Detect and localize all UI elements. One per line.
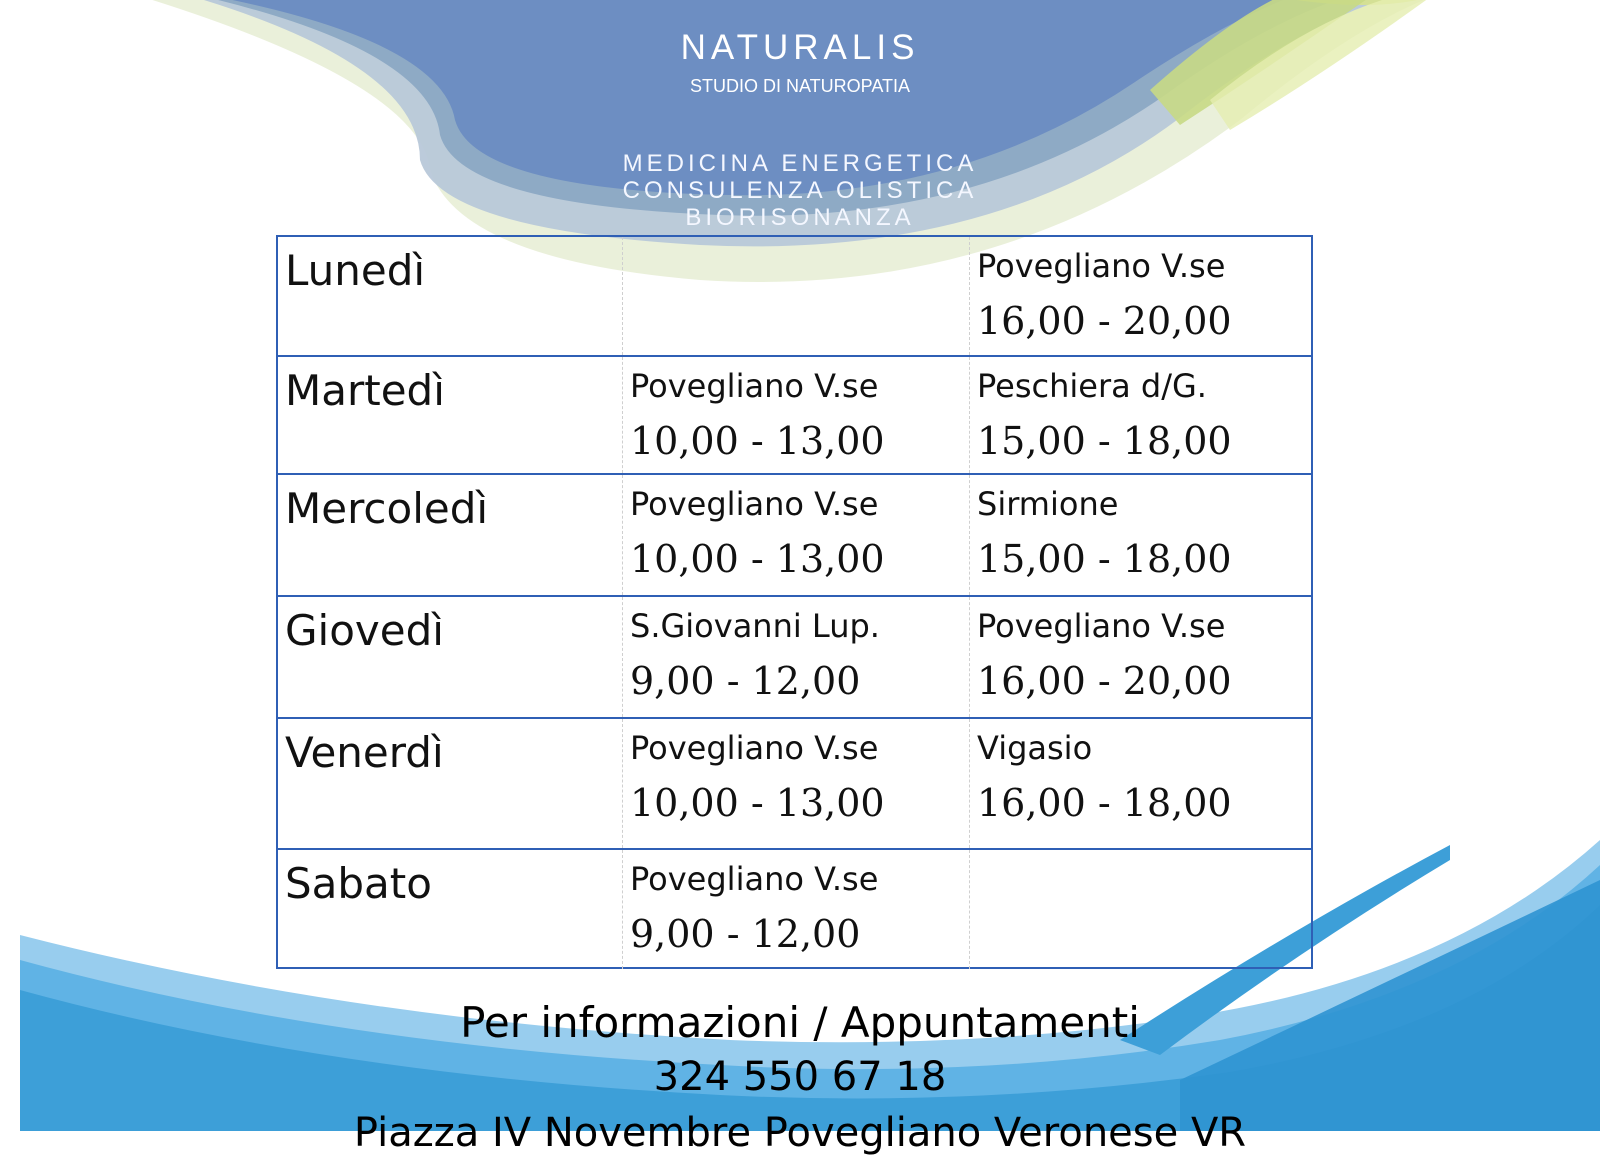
morning-cell bbox=[623, 719, 970, 848]
phone-number: 324 550 67 18 bbox=[653, 1054, 947, 1100]
location-label: Povegliano V.se bbox=[630, 860, 879, 898]
morning-cell bbox=[623, 850, 970, 969]
day-label: Sabato bbox=[285, 859, 432, 908]
day-cell bbox=[278, 357, 623, 473]
brand-subtitle: STUDIO DI NATUROPATIA bbox=[689, 76, 910, 96]
schedule-row-mercoledi bbox=[278, 473, 1311, 595]
time-range: 16,00 - 20,00 bbox=[977, 659, 1232, 703]
afternoon-cell bbox=[970, 237, 1311, 355]
day-label: Lunedì bbox=[285, 246, 426, 295]
schedule-row-martedi bbox=[278, 355, 1311, 473]
schedule-row-lunedi bbox=[278, 237, 1311, 355]
afternoon-cell bbox=[970, 357, 1311, 473]
location-label: S.Giovanni Lup. bbox=[630, 607, 880, 645]
time-range: 10,00 - 13,00 bbox=[630, 781, 885, 825]
day-cell bbox=[278, 237, 623, 355]
address-text: Piazza IV Novembre Povegliano Veronese VR bbox=[353, 1110, 1247, 1156]
afternoon-cell bbox=[970, 597, 1311, 717]
location-label: Povegliano V.se bbox=[977, 247, 1226, 285]
schedule-row-giovedi bbox=[278, 595, 1311, 717]
service-item: CONSULENZA OLISTICA bbox=[622, 177, 978, 204]
afternoon-cell bbox=[970, 850, 1311, 969]
time-range: 10,00 - 13,00 bbox=[630, 537, 885, 581]
schedule-row-venerdi bbox=[278, 717, 1311, 848]
services-list bbox=[0, 150, 1600, 231]
morning-cell bbox=[623, 597, 970, 717]
day-cell bbox=[278, 597, 623, 717]
location-label: Peschiera d/G. bbox=[977, 367, 1207, 405]
time-range: 15,00 - 18,00 bbox=[977, 537, 1232, 581]
location-label: Povegliano V.se bbox=[977, 607, 1226, 645]
location-label: Povegliano V.se bbox=[630, 367, 879, 405]
afternoon-cell bbox=[970, 719, 1311, 848]
time-range: 15,00 - 18,00 bbox=[977, 419, 1232, 463]
day-cell bbox=[278, 475, 623, 595]
location-label: Vigasio bbox=[977, 729, 1093, 767]
location-label: Sirmione bbox=[977, 485, 1119, 523]
info-heading: Per informazioni / Appuntamenti bbox=[460, 998, 1140, 1047]
service-item: BIORISONANZA bbox=[685, 204, 915, 231]
day-label: Venerdì bbox=[285, 728, 444, 777]
day-label: Martedì bbox=[285, 366, 445, 415]
time-range: 9,00 - 12,00 bbox=[630, 659, 861, 703]
time-range: 10,00 - 13,00 bbox=[630, 419, 885, 463]
time-range: 16,00 - 18,00 bbox=[977, 781, 1232, 825]
location-label: Povegliano V.se bbox=[630, 485, 879, 523]
schedule-table bbox=[276, 235, 1313, 969]
morning-cell bbox=[623, 237, 970, 355]
day-cell bbox=[278, 719, 623, 848]
brand-name: NATURALIS bbox=[680, 28, 920, 67]
service-item: MEDICINA ENERGETICA bbox=[622, 150, 978, 177]
afternoon-cell bbox=[970, 475, 1311, 595]
day-label: Giovedì bbox=[285, 606, 444, 655]
day-cell bbox=[278, 850, 623, 969]
morning-cell bbox=[623, 357, 970, 473]
time-range: 16,00 - 20,00 bbox=[977, 299, 1232, 343]
time-range: 9,00 - 12,00 bbox=[630, 912, 861, 956]
morning-cell bbox=[623, 475, 970, 595]
day-label: Mercoledì bbox=[285, 484, 489, 533]
location-label: Povegliano V.se bbox=[630, 729, 879, 767]
schedule-row-sabato bbox=[278, 848, 1311, 969]
